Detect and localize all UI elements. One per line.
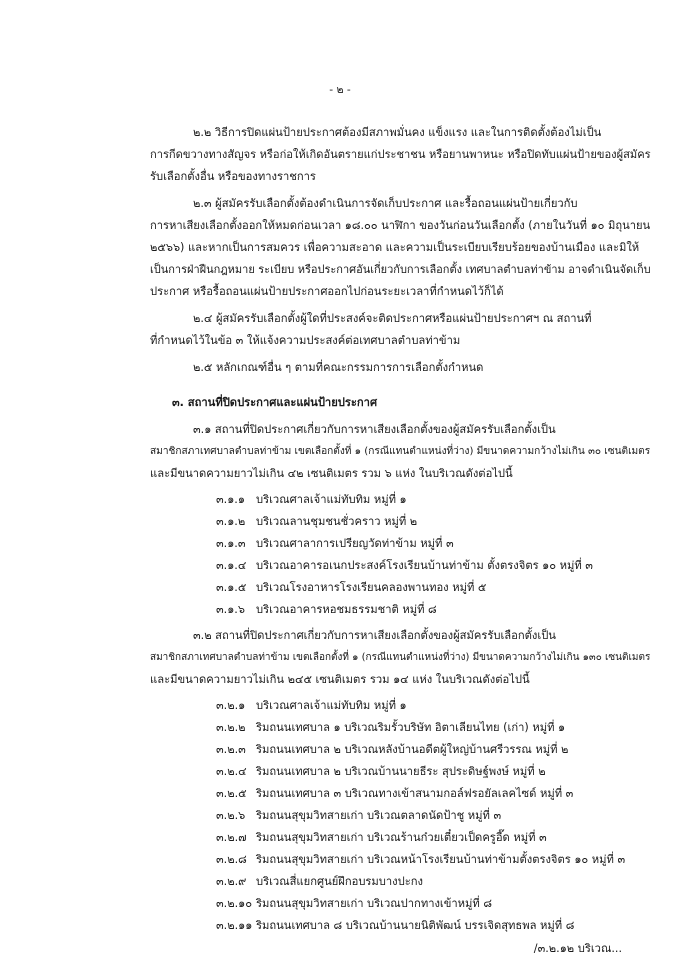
item-text: ริมถนนสุขุมวิทสายเก่า บริเวณปากทางเข้าหมู่ที่ ๘ [256, 897, 492, 910]
item-text: ริมถนนเทศบาล ๓ บริเวณทางเข้าสนามกอล์ฟรอยัลเลคไซด์ หมู่ที่ ๓ [256, 787, 574, 800]
item-text: ริมถนนเทศบาล ๒ บริเวณบ้านนายธีระ สุประดิษฐ์พงษ์ หมู่ที่ ๒ [256, 765, 546, 778]
item-text: ริมถนนสุขุมวิทสายเก่า บริเวณร้านก๋วยเตี๋ยวเป็ดครูอี๊ด หมู่ที่ ๓ [256, 831, 547, 844]
item-text: ริมถนนสุขุมวิทสายเก่า บริเวณหน้าโรงเรียนบ้านท่าข้ามตั้งตรงจิตร ๑๐ หมู่ที่ ๓ [256, 853, 626, 866]
list-item [216, 558, 593, 574]
para-2-3-line-3: ๒๕๖๖) และหากเป็นการสมควร เพื่อความสะอาด และความเป็นระเบียบเรียบร้อยของบ้านเมือง และมิให้ [150, 241, 640, 254]
para-2-3-line-4: เป็นการฝ่าฝืนกฎหมาย ระเบียบ หรือประกาศอันเกี่ยวกับการเลือกตั้ง เทศบาลตำบลท่าข้าม อาจดำเนินจัดเก็บ [150, 263, 651, 276]
para-2-3-line-1: ๒.๓ ผู้สมัครรับเลือกตั้งต้องดำเนินการจัดเก็บประกาศ และรื้อถอนแผ่นป้ายเกี่ยวกับ [193, 197, 578, 210]
list-item [216, 786, 573, 802]
item-text: ริมถนนเทศบาล ๘ บริเวณบ้านนายนิติพัฒน์ บรรเจิดสุทธพล หมู่ที่ ๘ [256, 919, 575, 932]
item-number: ๓.๑.๑ [216, 493, 245, 506]
item-text: บริเวณอาคารอเนกประสงค์โรงเรียนบ้านท่าข้าม ตั้งตรงจิตร ๑๐ หมู่ที่ ๓ [256, 559, 593, 572]
list-item [216, 698, 407, 714]
list-item [216, 602, 437, 618]
list-item [216, 742, 568, 758]
list-item [216, 536, 454, 552]
list-item [216, 492, 407, 508]
para-2-3-line-5: ประกาศ หรือรื้อถอนแผ่นป้ายประกาศออกไปก่อนระยะเวลาที่กำหนดไว้ก็ได้ [150, 285, 504, 298]
para-2-4-line-2: ที่กำหนดไว้ในข้อ ๓ ให้แจ้งความประสงค์ต่อเทศบาลตำบลท่าข้าม [150, 334, 461, 347]
list-item [216, 874, 423, 890]
list-item [216, 896, 492, 912]
item-text: บริเวณศาลเจ้าแม่ทับทิม หมู่ที่ ๑ [256, 699, 407, 712]
item-number: ๓.๒.๖ [216, 809, 246, 822]
list-item [216, 580, 486, 596]
list-item [216, 918, 574, 934]
para-3-2-line-2: สมาชิกสภาเทศบาลตำบลท่าข้าม เขตเลือกตั้งที่ ๑ (กรณีแทนตำแหน่งที่ว่าง) มีขนาดความกว้างไม่เกิน ๑๓๐ เซนติเมตร [150, 652, 651, 663]
para-2-3-line-2: การหาเสียงเลือกตั้งออกให้หมดก่อนเวลา ๑๘.๐๐ นาฬิกา ของวันก่อนวันเลือกตั้ง (ภายในวันที่ ๑๐ มิถุนายน [150, 219, 651, 232]
para-3-1-line-2: สมาชิกสภาเทศบาลตำบลท่าข้าม เขตเลือกตั้งที่ ๑ (กรณีแทนตำแหน่งที่ว่าง) มีขนาดความกว้างไม่เกิน ๓๐ เซนติเมตร [150, 446, 651, 457]
item-number: ๓.๒.๑ [216, 699, 246, 712]
page-number: - ๒ - [329, 83, 351, 96]
list-item [216, 764, 546, 780]
list-item [216, 852, 625, 868]
item-number: ๓.๒.๙ [216, 875, 247, 888]
item-number: ๓.๑.๖ [216, 603, 245, 616]
para-2-4-line-1: ๒.๔ ผู้สมัครรับเลือกตั้งผู้ใดที่ประสงค์จะติดประกาศหรือแผ่นป้ายประกาศฯ ณ สถานที่ [193, 312, 592, 325]
item-text: ริมถนนเทศบาล ๑ บริเวณริมรั้วบริษัท อิตาเลียนไทย (เก่า) หมู่ที่ ๑ [256, 721, 566, 734]
section-3-heading: ๓. สถานที่ปิดประกาศและแผ่นป้ายประกาศ [172, 396, 378, 409]
list-item [216, 830, 547, 846]
list-item [216, 720, 565, 736]
continuation-note: /๓.๒.๑๒ บริเวณ... [533, 942, 622, 955]
para-2-5: ๒.๕ หลักเกณฑ์อื่น ๆ ตามที่คณะกรรมการการเลือกตั้งกำหนด [193, 361, 484, 374]
para-2-2-line-3: รับเลือกตั้งอื่น หรือของทางราชการ [150, 170, 316, 183]
item-number: ๓.๑.๔ [216, 559, 247, 572]
item-text: บริเวณศาลาการเปรียญวัดท่าข้าม หมู่ที่ ๓ [256, 537, 454, 550]
item-number: ๓.๒.๘ [216, 853, 247, 866]
item-text: บริเวณลานชุมชนชั่วคราว หมู่ที่ ๒ [256, 515, 418, 528]
para-3-2-line-3: และมีขนาดความยาวไม่เกิน ๒๔๕ เซนติเมตร รวม ๑๔ แห่ง ในบริเวณดังต่อไปนี้ [150, 673, 530, 686]
item-number: ๓.๒.๑๑ [216, 919, 253, 932]
item-text: บริเวณศาลเจ้าแม่ทับทิม หมู่ที่ ๑ [256, 493, 407, 506]
item-number: ๓.๒.๓ [216, 743, 246, 756]
item-text: ริมถนนสุขุมวิทสายเก่า บริเวณตลาดนัดป้าชู หมู่ที่ ๓ [256, 809, 502, 822]
item-text: บริเวณสี่แยกศูนย์ฝึกอบรมบางปะกง [256, 875, 423, 888]
item-text: บริเวณอาคารหอชมธรรมชาติ หมู่ที่ ๘ [256, 603, 437, 616]
para-3-2-line-1: ๓.๒ สถานที่ปิดประกาศเกี่ยวกับการหาเสียงเลือกตั้งของผู้สมัครรับเลือกตั้งเป็น [193, 629, 556, 642]
item-number: ๓.๒.๗ [216, 831, 247, 844]
item-number: ๓.๒.๑๐ [216, 897, 253, 910]
para-2-2-line-1: ๒.๒ วิธีการปิดแผ่นป้ายประกาศต้องมีสภาพมั่นคง แข็งแรง และในการติดตั้งต้องไม่เป็น [193, 126, 602, 139]
item-number: ๓.๑.๒ [216, 515, 246, 528]
para-3-1-line-3: และมีขนาดความยาวไม่เกิน ๔๒ เซนติเมตร รวม ๖ แห่ง ในบริเวณดังต่อไปนี้ [150, 467, 513, 480]
item-number: ๓.๑.๕ [216, 581, 247, 594]
item-text: ริมถนนเทศบาล ๒ บริเวณหลังบ้านอดีตผู้ใหญ่บ้านศรีวรรณ หมู่ที่ ๒ [256, 743, 569, 756]
item-number: ๓.๒.๒ [216, 721, 246, 734]
item-number: ๓.๒.๕ [216, 787, 247, 800]
item-text: บริเวณโรงอาหารโรงเรียนคลองพานทอง หมู่ที่ ๕ [256, 581, 487, 594]
item-number: ๓.๒.๔ [216, 765, 247, 778]
list-item [216, 514, 417, 530]
item-number: ๓.๑.๓ [216, 537, 246, 550]
list-item [216, 808, 501, 824]
para-2-2-line-2: การกีดขวางทางสัญจร หรือก่อให้เกิดอันตรายแก่ประชาชน หรือยานพาหนะ หรือปิดทับแผ่นป้ายของผู้สมัคร [150, 148, 651, 161]
para-3-1-line-1: ๓.๑ สถานที่ปิดประกาศเกี่ยวกับการหาเสียงเลือกตั้งของผู้สมัครรับเลือกตั้งเป็น [193, 423, 556, 436]
